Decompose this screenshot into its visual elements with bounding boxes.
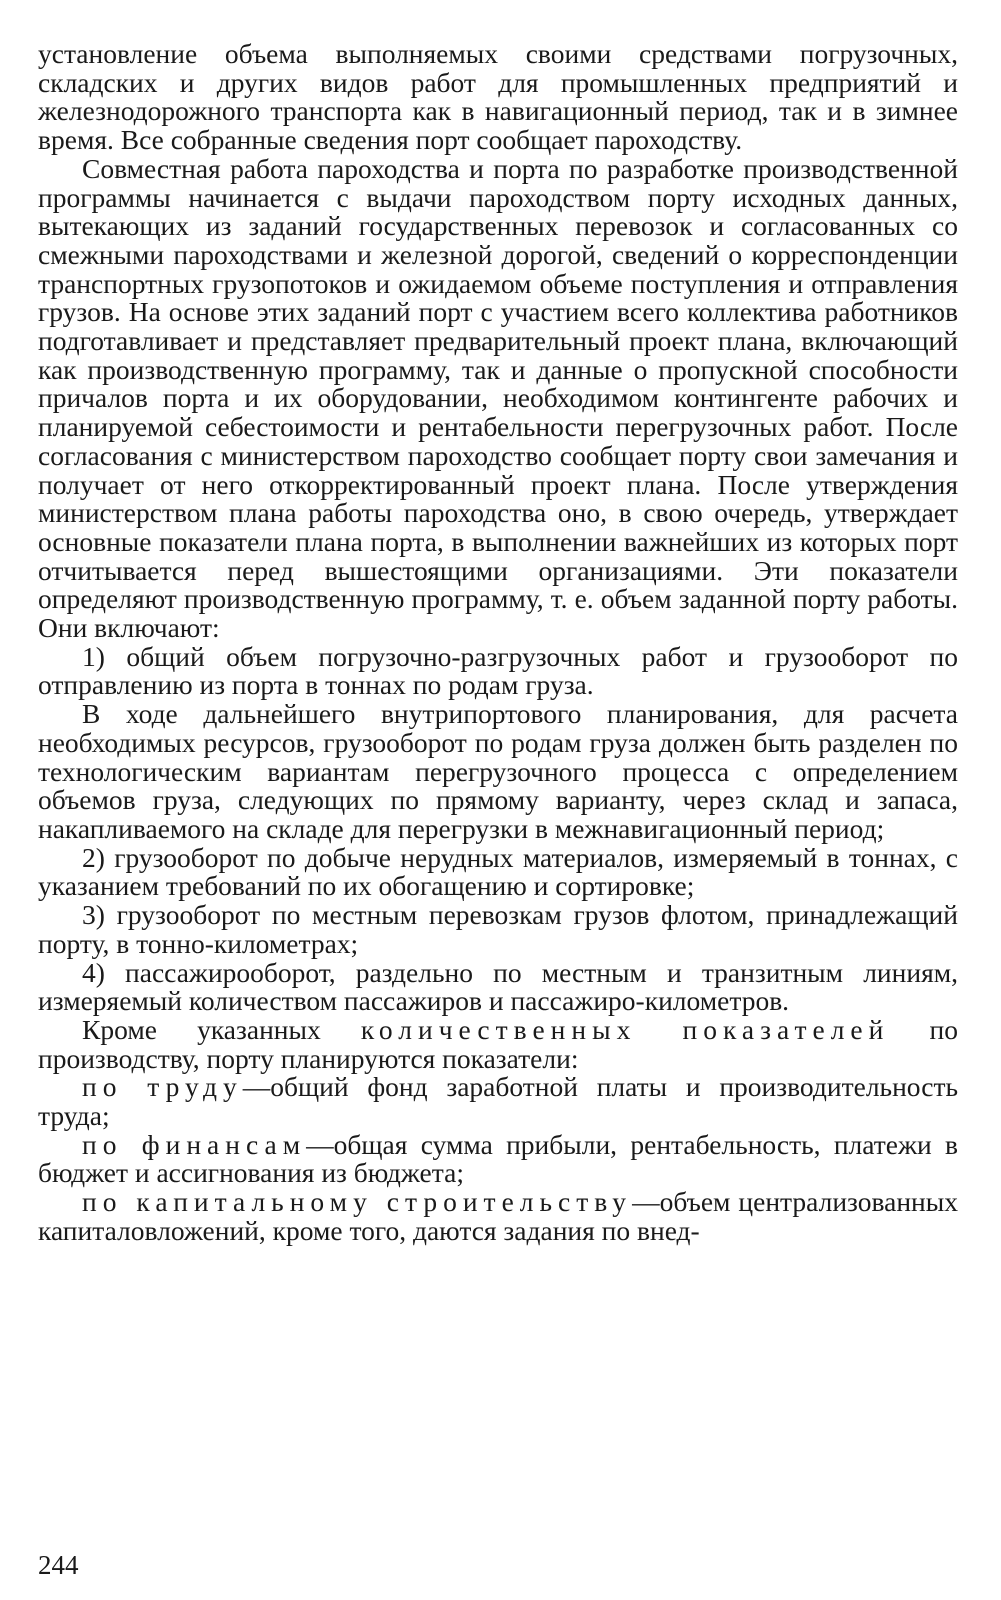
indicator-finance-emphasis: по финансам (82, 1128, 307, 1160)
indicator-construction-text: —объем централизованных капиталовложений, кроме того, даются задания по внед- (38, 1186, 958, 1246)
list-item-1: 1) общий объем погрузочно-разгрузочных работ и грузооборот по отправлению из порта в тоннах по родам груза. (38, 640, 958, 701)
indicator-construction-emphasis: по капитальному строительству (82, 1186, 633, 1218)
indicator-labor-text: —общий фонд заработной платы и производительность труда; (38, 1071, 958, 1132)
indicator-labor (38, 1073, 958, 1130)
indicator-finance (38, 1128, 959, 1189)
paragraph-2: Совместная работа пароходства и порта по разработке производственной программы начинается с выдачи пароходством порту исходных данных, вытекающих из заданий государственных перевозок и согласованных со смежными пароходствами и железной дорогой, сведений о корреспонденции транспортных грузопотоков и ожидаемом объеме поступления и отправления грузов. На основе этих заданий порт с участием всего коллектива работников подготавливает и представляет предварительный проект плана, включающий как производственную программу, так и данные о пропускной способности причалов порта и их оборудовании, необходимом контингенте рабочих и планируемой себестоимости и рентабельности перегрузочных работ. После согласования с министерством пароходство сообщает порту свои замечания и получает от него откорректированный проект плана. После утверждения министерством плана работы пароходства оно, в свою очередь, утверждает основные показатели плана порта, в выполнении важнейших из которых порт отчитывается перед вышестоящими организациями. Эти показатели определяют производственную программу, т. е. объем заданной порту работы. Они включают: (38, 152, 958, 644)
page-number: 244 (38, 1550, 79, 1580)
list-item-2: 2) грузооборот по добыче нерудных материалов, измеряемый в тоннах, с указанием требований по их обогащению и сортировке; (38, 841, 958, 902)
paragraph-4 (38, 1013, 958, 1074)
indicator-finance-text: —общая сумма прибыли, рентабельность, платежи в бюджет и ассигнования из бюджета; (38, 1128, 959, 1189)
list-item-3: 3) грузооборот по местным перевозкам грузов флотом, принадлежащий порту, в тонно-километрах; (38, 899, 958, 959)
paragraph-1: установление объема выполняемых своими средствами погрузочных, складских и других видов работ для промышленных предприятий и железнодорожного транспорта как в навигационный период, так и в зимнее время. Все собранные сведения порт сообщает пароходству. (38, 38, 958, 156)
list-item-4: 4) пассажирооборот, раздельно по местным и транзитным линиям, измеряемый количеством пассажиров и пассажиро-километров. (38, 956, 958, 1017)
paragraph-4-emphasis: количественных показателей (360, 1013, 890, 1045)
indicator-labor-emphasis: по труду (82, 1071, 243, 1103)
paragraph-3: В ходе дальнейшего внутрипортового планирования, для расчета необходимых ресурсов, грузооборот по родам груза должен быть разделен по технологическим вариантам перегрузочного процесса с определением объемов груза, следующих по прямому варианту, через склад и запаса, накапливаемого на складе для перегрузки в межнавигационный период; (38, 698, 958, 844)
document-page (38, 40, 958, 1246)
indicator-construction (38, 1188, 958, 1245)
paragraph-4-text-before: Кроме указанных (82, 1013, 361, 1045)
paragraph-4-text-after: по производству, порту планируются показатели: (38, 1013, 958, 1074)
